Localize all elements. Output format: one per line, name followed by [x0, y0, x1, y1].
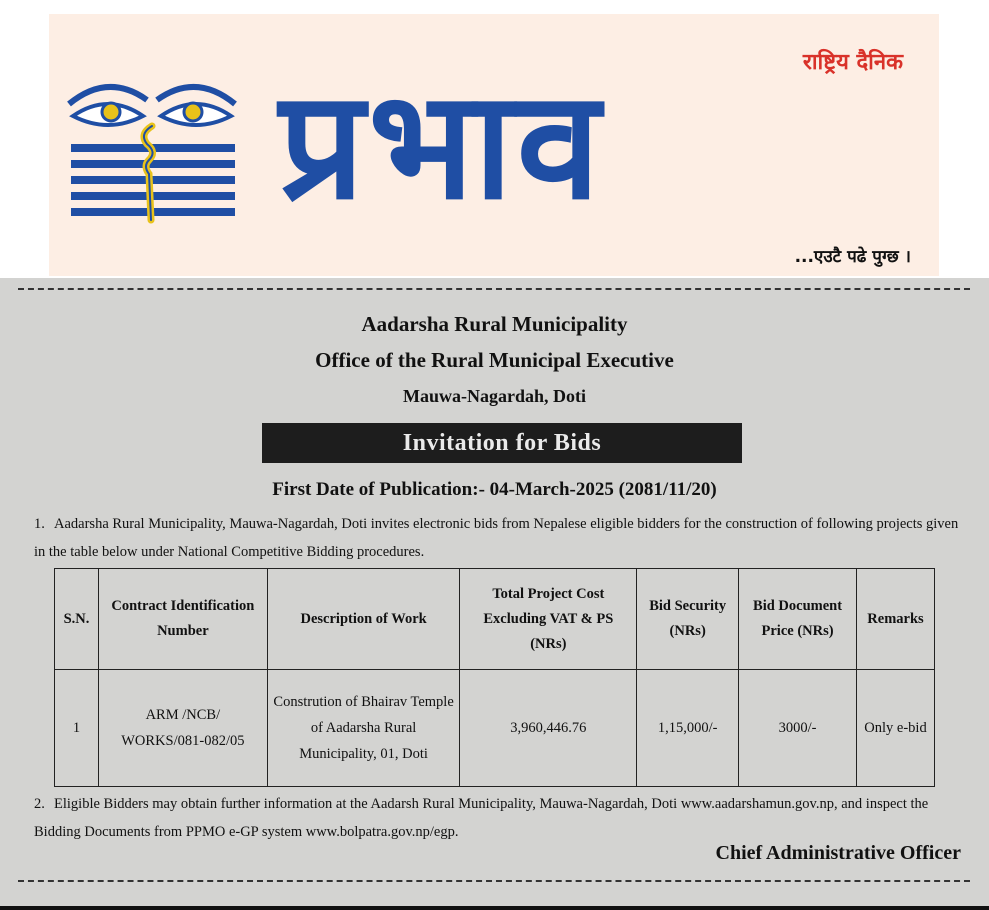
bid-notice [0, 278, 989, 910]
cell-contract-id: ARM /NCB/ WORKS/081-082/05 [98, 670, 267, 787]
office-location: Mauwa-Nagardah, Doti [403, 386, 586, 406]
paragraph-2 [34, 790, 969, 846]
cell-description: Constrution of Bhairav Temple of Aadarsha Rural Municipality, 01, Doti [267, 670, 460, 787]
masthead-tagline-top: राष्ट्रिय दैनिक [802, 50, 903, 75]
buddha-eyes-logo-icon [63, 74, 241, 224]
masthead-slogan: ...एउटै पढे पुग्छ । [794, 247, 911, 267]
header-contract-id: Contract Identification Number [98, 569, 267, 670]
bottom-border [0, 906, 989, 910]
organization-name: Aadarsha Rural Municipality [361, 312, 628, 336]
paragraph-2-text: Eligible Bidders may obtain further information at the Aadarsh Rural Municipality, Mauwa-Nagardah, Doti www.aadarshamun.gov.np, and inspect the Bidding Documents from PPMO e-GP system www.bolpatra.gov.np/egp. [34, 796, 929, 840]
paragraph-1 [34, 510, 969, 566]
header-bid-security: Bid Security (NRs) [637, 569, 739, 670]
notice-heading-banner: Invitation for Bids [262, 423, 742, 463]
newspaper-title: प्रभाव [279, 59, 605, 233]
cell-remarks: Only e-bid [856, 670, 934, 787]
cell-bid-security: 1,15,000/- [637, 670, 739, 787]
bottom-divider [18, 880, 970, 882]
signatory-title: Chief Administrative Officer [715, 842, 961, 864]
paragraph-1-number: 1. [34, 516, 45, 532]
table-row [55, 670, 935, 787]
table-header-row [55, 569, 935, 670]
paragraph-2-number: 2. [34, 796, 45, 812]
cell-sn: 1 [55, 670, 99, 787]
publication-date: First Date of Publication:- 04-March-2025 (2081/11/20) [272, 479, 717, 500]
top-divider [18, 288, 970, 290]
cell-total-cost: 3,960,446.76 [460, 670, 637, 787]
header-total-cost: Total Project Cost Excluding VAT & PS (NRs) [460, 569, 637, 670]
bid-projects-table [54, 568, 935, 787]
cell-doc-price: 3000/- [739, 670, 857, 787]
header-description: Description of Work [267, 569, 460, 670]
header-remarks: Remarks [856, 569, 934, 670]
paragraph-1-text: Aadarsha Rural Municipality, Mauwa-Nagardah, Doti invites electronic bids from Nepalese eligible bidders for the construction of following projects given in the table below under National Competitive Bidding procedures. [34, 516, 959, 560]
header-doc-price: Bid Document Price (NRs) [739, 569, 857, 670]
newspaper-masthead [49, 14, 939, 276]
header-sn: S.N. [55, 569, 99, 670]
office-name: Office of the Rural Municipal Executive [315, 348, 674, 372]
